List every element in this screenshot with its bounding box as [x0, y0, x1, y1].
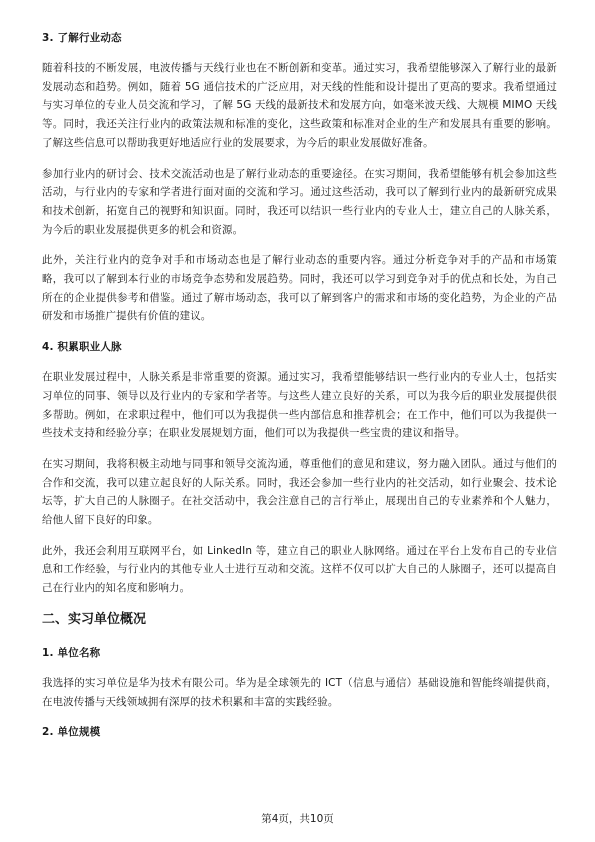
page-number-footer: 第4页，共10页 — [261, 813, 334, 825]
page-content — [42, 29, 557, 753]
paragraph: 此外，关注行业内的竞争对手和市场动态也是了解行业动态的重要内容。通过分析竞争对手的产品和市场策略，我可以了解到本行业的市场竞争态势和发展趋势。同时，我还可以学习到竞争对手的优点和长处，为自己所在的企业提供参考和借鉴。通过了解市场动态，我可以了解到客户的需求和市场的变化趋势，为企业的产品研发和市场推广提供有价值的建议。 — [42, 254, 557, 323]
paragraph: 此外，我还会利用互联网平台，如 LinkedIn 等，建立自己的职业人脉网络。通过在平台上发布自己的专业信息和工作经验，与行业内的其他专业人士进行互动和交流。这样不仅可以扩大自己的人脉圈子，还可以提高自己在行业内的知名度和影响力。 — [42, 544, 557, 595]
major-heading-unit-overview: 二、实习单位概况 — [42, 611, 147, 627]
section-heading-unit-name: 1. 单位名称 — [42, 646, 101, 659]
section-heading-industry-trends: 3. 了解行业动态 — [42, 32, 122, 44]
paragraph: 参加行业内的研讨会、技术交流活动也是了解行业动态的重要途径。在实习期间，我希望能够有机会参加这些活动，与行业内的专家和学者进行面对面的交流和学习。通过这些活动，我可以了解到行业内的最新研究成果和技术创新，拓宽自己的视野和知识面。同时，我还可以结识一些行业内的专业人士，建立自己的人脉关系，为今后的职业发展提供更多的机会和资源。 — [42, 167, 557, 236]
paragraph: 在职业发展过程中，人脉关系是非常重要的资源。通过实习，我希望能够结识一些行业内的专业人士，包括实习单位的同事、领导以及行业内的专家和学者等。与这些人建立良好的关系，可以为我今后的职业发展提供很多帮助。例如，在求职过程中，他们可以为我提供一些内部信息和推荐机会；在工作中，他们可以为我提供一些技术支持和经验分享；在职业发展规划方面，他们可以为我提供一些宝贵的建议和指导。 — [42, 371, 557, 440]
paragraph: 随着科技的不断发展，电波传播与天线行业也在不断创新和变革。通过实习，我希望能够深入了解行业的最新发展动态和趋势。例如，随着 5G 通信技术的广泛应用，对天线的性能和设计提出了更高的要求。我希望通过与实习单位的专业人员交流和学习，了解 5G 天线的最新技术和发展方向，如毫米波天线、大规模 MIMO 天线等。同时，我还关注行业内的政策法规和标准的变化，这些政策和标准对企业的生产和发展具有重要的影响。了解这些信息可以帮助我更好地适应行业的发展要求，为今后的职业发展做好准备。 — [42, 62, 557, 149]
section-heading-unit-scale: 2. 单位规模 — [42, 726, 101, 739]
section-heading-professional-network: 4. 积累职业人脉 — [42, 341, 122, 354]
paragraph: 在实习期间，我将积极主动地与同事和领导交流沟通，尊重他们的意见和建议，努力融入团队。通过与他们的合作和交流，我可以建立起良好的人际关系。同时，我还会参加一些行业内的社交活动，如行业聚会、技术论坛等，扩大自己的人脉圈子。在社交活动中，我会注意自己的言行举止，展现出自己的专业素养和个人魅力，给他人留下良好的印象。 — [42, 457, 557, 527]
paragraph: 我选择的实习单位是华为技术有限公司。华为是全球领先的 ICT（信息与通信）基础设施和智能终端提供商，在电波传播与天线领域拥有深厚的技术积累和丰富的实践经验。 — [42, 676, 557, 708]
